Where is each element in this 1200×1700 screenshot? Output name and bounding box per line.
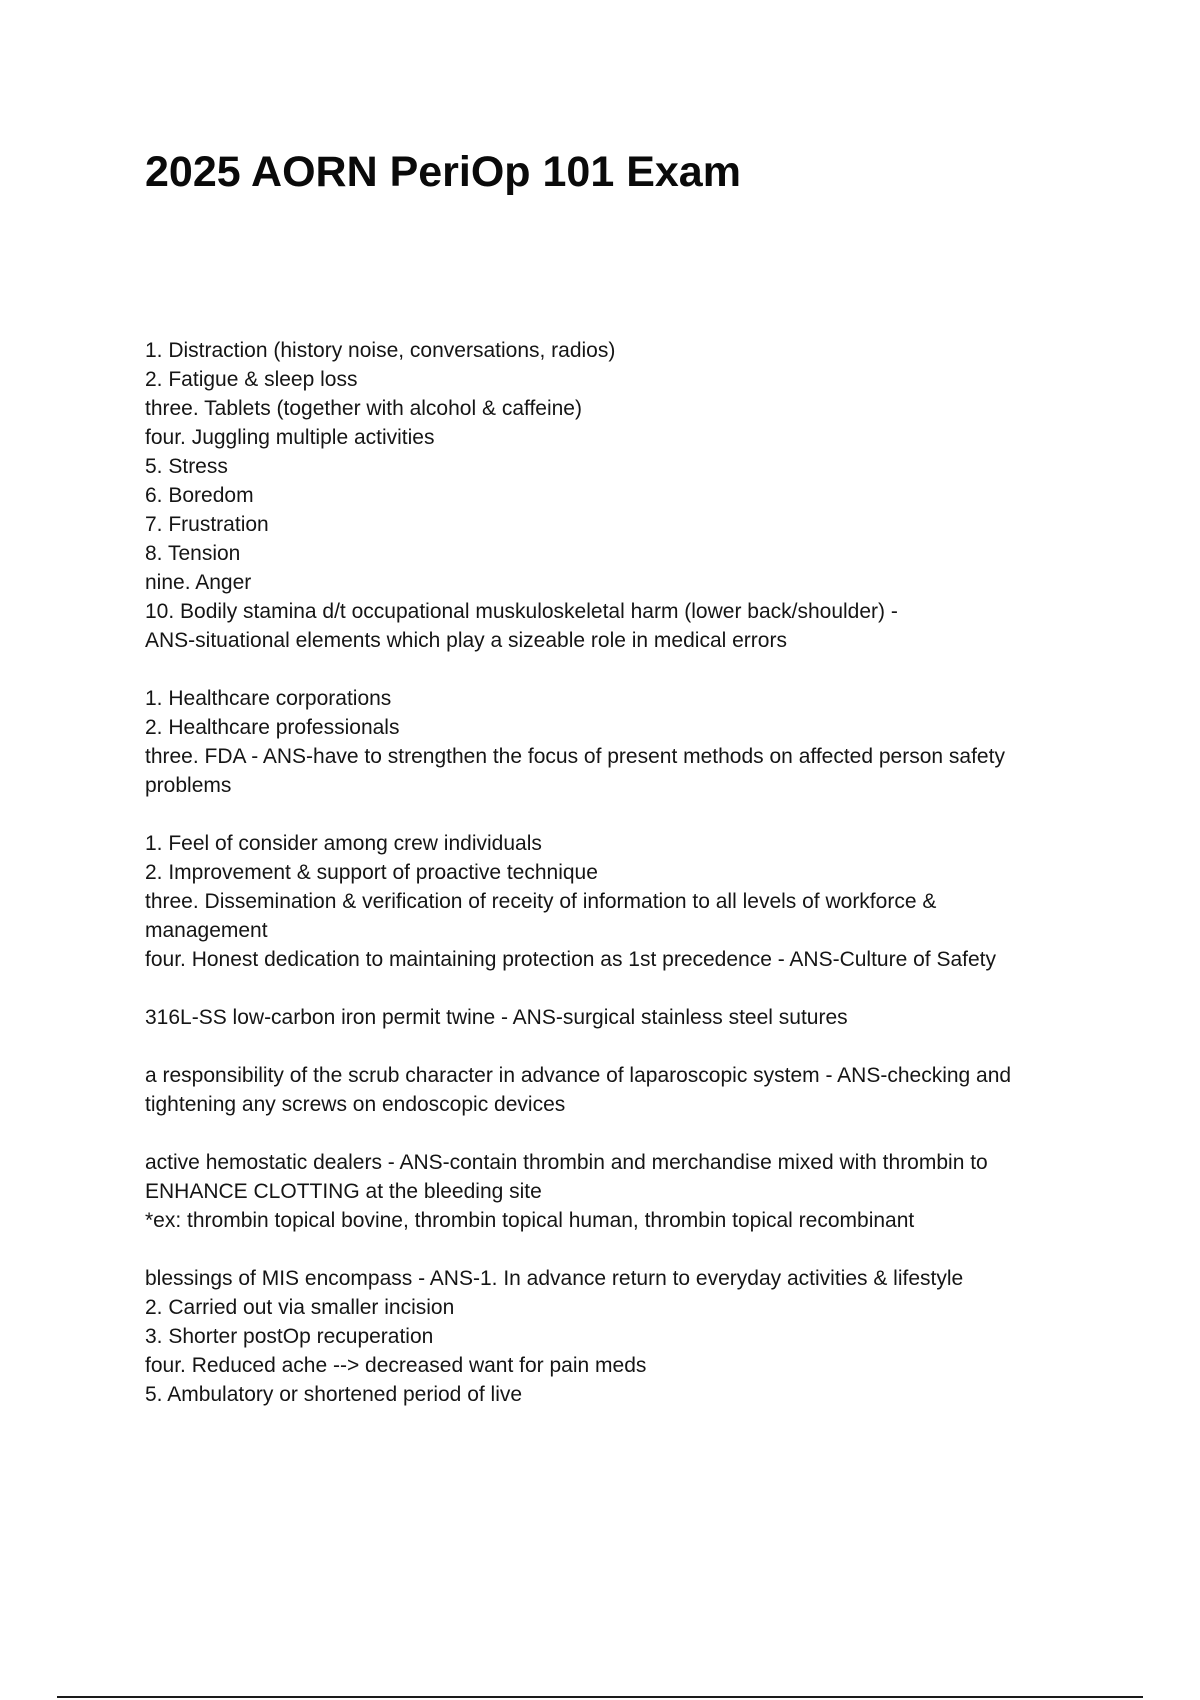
text-line: tightening any screws on endoscopic devices — [145, 1093, 566, 1116]
text-line: four. Juggling multiple activities — [145, 426, 435, 449]
qa-block-culture-of-safety — [145, 829, 1095, 974]
text-line: 1. Feel of consider among crew individuals — [145, 832, 542, 855]
text-line: 7. Frustration — [145, 513, 269, 536]
qa-block-mis-benefits — [145, 1264, 1095, 1409]
text-line: 6. Boredom — [145, 484, 254, 507]
text-line: management — [145, 919, 268, 942]
text-line: three. Tablets (together with alcohol & caffeine) — [145, 397, 582, 420]
text-line: blessings of MIS encompass - ANS-1. In advance return to everyday activities & lifestyle — [145, 1267, 964, 1290]
qa-block-patient-safety — [145, 684, 1095, 800]
text-line: four. Reduced ache --> decreased want for pain meds — [145, 1354, 647, 1377]
text-line: 10. Bodily stamina d/t occupational muskuloskeletal harm (lower back/shoulder) - — [145, 600, 898, 623]
text-line: 1. Distraction (history noise, conversations, radios) — [145, 339, 616, 362]
text-line: active hemostatic dealers - ANS-contain thrombin and merchandise mixed with thrombin to — [145, 1151, 988, 1174]
text-line: problems — [145, 774, 232, 797]
text-line: 5. Ambulatory or shortened period of live — [145, 1383, 523, 1406]
qa-block-sutures — [145, 1003, 1095, 1032]
text-line: 1. Healthcare corporations — [145, 687, 392, 710]
text-line: 2. Carried out via smaller incision — [145, 1296, 455, 1319]
text-line: ENHANCE CLOTTING at the bleeding site — [145, 1180, 542, 1203]
text-line: 2. Improvement & support of proactive technique — [145, 861, 598, 884]
qa-block-hemostatic-agents — [145, 1148, 1095, 1235]
text-line: 2. Healthcare professionals — [145, 716, 400, 739]
text-line: 316L-SS low-carbon iron permit twine - ANS-surgical stainless steel sutures — [145, 1006, 848, 1029]
text-line: four. Honest dedication to maintaining protection as 1st precedence - ANS-Culture of Safety — [145, 948, 996, 971]
page-title: 2025 AORN PeriOp 101 Exam — [145, 148, 741, 196]
text-line: 3. Shorter postOp recuperation — [145, 1325, 434, 1348]
page-bottom-divider — [57, 1696, 1143, 1698]
qa-block-laparoscopic — [145, 1061, 1095, 1119]
text-line: 5. Stress — [145, 455, 228, 478]
text-line: three. FDA - ANS-have to strengthen the focus of present methods on affected person safety — [145, 745, 1005, 768]
text-line: ANS-situational elements which play a sizeable role in medical errors — [145, 629, 787, 652]
document-body — [145, 336, 1095, 1438]
text-line: nine. Anger — [145, 571, 252, 594]
text-line: 8. Tension — [145, 542, 241, 565]
text-line: 2. Fatigue & sleep loss — [145, 368, 358, 391]
text-line: *ex: thrombin topical bovine, thrombin topical human, thrombin topical recombinant — [145, 1209, 915, 1232]
text-line: a responsibility of the scrub character in advance of laparoscopic system - ANS-checking and — [145, 1064, 1012, 1087]
qa-block-situational-factors — [145, 336, 1095, 655]
text-line: three. Dissemination & verification of receity of information to all levels of workforce & — [145, 890, 937, 913]
